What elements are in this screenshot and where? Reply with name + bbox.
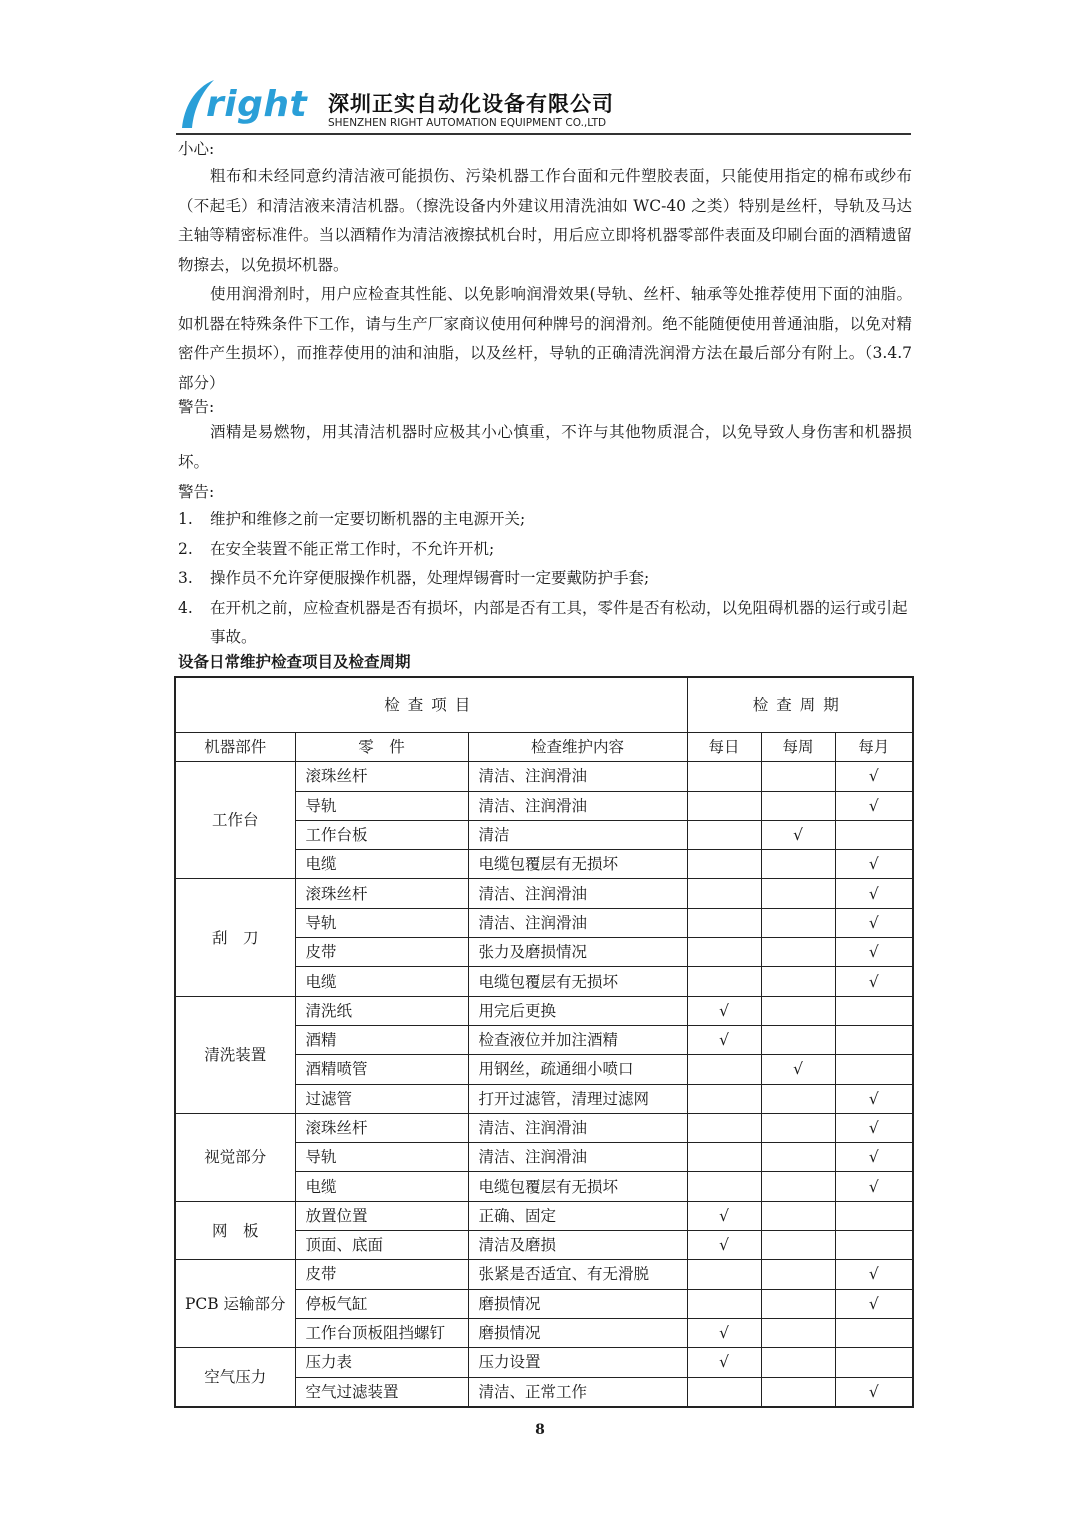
column-header: 检查维护内容 <box>468 733 687 762</box>
monthly-check-cell: √ <box>835 791 913 820</box>
component-cell: 电缆 <box>295 850 468 879</box>
weekly-check-cell <box>761 850 835 879</box>
component-cell: 酒精 <box>295 1025 468 1054</box>
content-cell: 张紧是否适宜、有无滑脱 <box>468 1260 687 1289</box>
header-divider <box>176 133 911 135</box>
daily-check-cell <box>687 938 761 967</box>
header-check-items: 检查项目 <box>175 677 687 733</box>
daily-check-cell: √ <box>687 1025 761 1054</box>
monthly-check-cell: √ <box>835 1113 913 1142</box>
content-cell: 检查液位并加注酒精 <box>468 1025 687 1054</box>
content-cell: 清洁、注润滑油 <box>468 879 687 908</box>
content-cell: 清洁及磨损 <box>468 1231 687 1260</box>
daily-check-cell <box>687 1055 761 1084</box>
table-column-header-row <box>175 733 913 762</box>
daily-check-cell <box>687 1084 761 1113</box>
weekly-check-cell <box>761 1113 835 1142</box>
monthly-check-cell: √ <box>835 1084 913 1113</box>
weekly-check-cell <box>761 1260 835 1289</box>
machine-part-cell: 刮 刀 <box>175 879 295 996</box>
monthly-check-cell <box>835 1025 913 1054</box>
table-row <box>175 1348 913 1377</box>
weekly-check-cell <box>761 791 835 820</box>
component-cell: 导轨 <box>295 908 468 937</box>
list-item: 1. 维护和维修之前一定要切断机器的主电源开关; <box>178 510 526 528</box>
machine-part-cell: 清洗装置 <box>175 996 295 1113</box>
weekly-check-cell <box>761 1231 835 1260</box>
monthly-check-cell: √ <box>835 938 913 967</box>
monthly-check-cell: √ <box>835 879 913 908</box>
monthly-check-cell: √ <box>835 1289 913 1318</box>
list-item: 3. 操作员不允许穿便服操作机器，处理焊锡膏时一定要戴防护手套; <box>178 569 650 587</box>
column-header: 零 件 <box>295 733 468 762</box>
column-header: 每月 <box>835 733 913 762</box>
weekly-check-cell <box>761 908 835 937</box>
daily-check-cell: √ <box>687 1318 761 1347</box>
weekly-check-cell <box>761 1172 835 1201</box>
caution-paragraph-1: 粗布和未经同意约清洁液可能损伤、污染机器工作台面和元件塑胶表面，只能使用指定的棉布或纱布（不起毛）和清洁液来清洁机器。（擦洗设备内外建议用清洗油如 WC-40 之类）特别是丝杆，导轨及马达主轴等精密标准件。当以酒精作为清洁液擦拭机台时，用后应立即将机器零部件表面及印刷台面的酒精遗留物擦去，以免损坏机器。 <box>178 167 912 274</box>
component-cell: 放置位置 <box>295 1201 468 1230</box>
daily-check-cell <box>687 967 761 996</box>
warning-list <box>178 505 912 653</box>
daily-check-cell <box>687 1143 761 1172</box>
content-cell: 用钢丝，疏通细小喷口 <box>468 1055 687 1084</box>
weekly-check-cell <box>761 938 835 967</box>
caution-paragraph-2: 使用润滑剂时，用户应检查其性能、以免影响润滑效果(导轨、丝杆、轴承等处推荐使用下面的油脂。如机器在特殊条件下工作，请与生产厂家商议使用何种牌号的润滑剂。绝不能随便使用普通油脂，以免对精密件产生损坏），而推荐使用的油和油脂，以及丝杆，导轨的正确清洗润滑方法在最后部分有附上。（3.4.7 部分） <box>178 285 912 392</box>
weekly-check-cell <box>761 1377 835 1407</box>
table-row <box>175 1201 913 1230</box>
weekly-check-cell <box>761 967 835 996</box>
daily-check-cell <box>687 908 761 937</box>
daily-check-cell: √ <box>687 996 761 1025</box>
content-cell: 正确、固定 <box>468 1201 687 1230</box>
weekly-check-cell <box>761 762 835 791</box>
maintenance-table <box>174 676 914 1408</box>
column-header: 机器部件 <box>175 733 295 762</box>
content-cell: 清洁、正常工作 <box>468 1377 687 1407</box>
weekly-check-cell <box>761 996 835 1025</box>
component-cell: 导轨 <box>295 1143 468 1172</box>
component-cell: 工作台顶板阻挡螺钉 <box>295 1318 468 1347</box>
monthly-check-cell <box>835 996 913 1025</box>
table-row <box>175 1260 913 1289</box>
machine-part-cell: 空气压力 <box>175 1348 295 1407</box>
content-cell: 打开过滤管，清理过滤网 <box>468 1084 687 1113</box>
monthly-check-cell <box>835 1348 913 1377</box>
component-cell: 压力表 <box>295 1348 468 1377</box>
warning-paragraph: 酒精是易燃物，用其清洁机器时应极其小心慎重，不许与其他物质混合，以免导致人身伤害和机器损坏。 <box>178 423 912 471</box>
list-item: 4. 在开机之前，应检查机器是否有损坏，内部是否有工具，零件是否有松动，以免阻碍机器的运行或引起事故。 <box>178 598 908 646</box>
component-cell: 顶面、底面 <box>295 1231 468 1260</box>
table-title: 设备日常维护检查项目及检查周期 <box>178 653 411 671</box>
company-logo <box>176 74 321 130</box>
content-cell: 用完后更换 <box>468 996 687 1025</box>
content-cell: 磨损情况 <box>468 1318 687 1347</box>
logo-wordmark: right <box>206 84 308 125</box>
component-cell: 滚珠丝杆 <box>295 879 468 908</box>
weekly-check-cell <box>761 879 835 908</box>
weekly-check-cell <box>761 1084 835 1113</box>
content-cell: 压力设置 <box>468 1348 687 1377</box>
component-cell: 滚珠丝杆 <box>295 1113 468 1142</box>
caution-label: 小心: <box>178 140 215 158</box>
weekly-check-cell <box>761 1143 835 1172</box>
column-header: 每日 <box>687 733 761 762</box>
component-cell: 酒精喷管 <box>295 1055 468 1084</box>
content-cell: 清洁 <box>468 820 687 849</box>
warning-body-1 <box>178 418 912 477</box>
daily-check-cell: √ <box>687 1231 761 1260</box>
monthly-check-cell: √ <box>835 908 913 937</box>
daily-check-cell <box>687 1260 761 1289</box>
component-cell: 工作台板 <box>295 820 468 849</box>
daily-check-cell <box>687 1113 761 1142</box>
monthly-check-cell: √ <box>835 762 913 791</box>
warning-label-2: 警告: <box>178 483 215 501</box>
component-cell: 电缆 <box>295 1172 468 1201</box>
monthly-check-cell <box>835 820 913 849</box>
company-name-cn: 深圳正实自动化设备有限公司 <box>328 92 614 116</box>
caution-body <box>178 162 912 398</box>
weekly-check-cell <box>761 1348 835 1377</box>
header-check-period: 检查周期 <box>687 677 913 733</box>
list-item: 2. 在安全装置不能正常工作时，不允许开机; <box>178 539 495 558</box>
company-name-en: SHENZHEN RIGHT AUTOMATION EQUIPMENT CO.,LTD <box>328 117 607 129</box>
machine-part-cell: PCB 运输部分 <box>175 1260 295 1348</box>
content-cell: 清洁、注润滑油 <box>468 762 687 791</box>
daily-check-cell <box>687 1377 761 1407</box>
daily-check-cell <box>687 762 761 791</box>
warning-label-1: 警告: <box>178 398 215 416</box>
component-cell: 导轨 <box>295 791 468 820</box>
content-cell: 电缆包覆层有无损坏 <box>468 850 687 879</box>
letterhead <box>176 72 911 134</box>
machine-part-cell: 网 板 <box>175 1201 295 1260</box>
content-cell: 电缆包覆层有无损坏 <box>468 1172 687 1201</box>
monthly-check-cell: √ <box>835 1377 913 1407</box>
component-cell: 皮带 <box>295 1260 468 1289</box>
content-cell: 清洁、注润滑油 <box>468 1113 687 1142</box>
machine-part-cell: 视觉部分 <box>175 1113 295 1201</box>
content-cell: 清洁、注润滑油 <box>468 791 687 820</box>
daily-check-cell <box>687 820 761 849</box>
monthly-check-cell: √ <box>835 1143 913 1172</box>
machine-part-cell: 工作台 <box>175 762 295 879</box>
weekly-check-cell: √ <box>761 820 835 849</box>
monthly-check-cell <box>835 1055 913 1084</box>
content-cell: 张力及磨损情况 <box>468 938 687 967</box>
monthly-check-cell <box>835 1318 913 1347</box>
content-cell: 磨损情况 <box>468 1289 687 1318</box>
component-cell: 停板气缸 <box>295 1289 468 1318</box>
monthly-check-cell <box>835 1201 913 1230</box>
weekly-check-cell <box>761 1318 835 1347</box>
component-cell: 滚珠丝杆 <box>295 762 468 791</box>
content-cell: 清洁、注润滑油 <box>468 1143 687 1172</box>
weekly-check-cell: √ <box>761 1055 835 1084</box>
monthly-check-cell: √ <box>835 850 913 879</box>
weekly-check-cell <box>761 1025 835 1054</box>
table-row <box>175 879 913 908</box>
weekly-check-cell <box>761 1201 835 1230</box>
daily-check-cell: √ <box>687 1348 761 1377</box>
component-cell: 空气过滤装置 <box>295 1377 468 1407</box>
component-cell: 过滤管 <box>295 1084 468 1113</box>
table-group-header-row <box>175 677 913 733</box>
component-cell: 皮带 <box>295 938 468 967</box>
daily-check-cell <box>687 791 761 820</box>
page-number: 8 <box>535 1422 545 1438</box>
monthly-check-cell: √ <box>835 1172 913 1201</box>
monthly-check-cell <box>835 1231 913 1260</box>
monthly-check-cell: √ <box>835 967 913 996</box>
weekly-check-cell <box>761 1289 835 1318</box>
monthly-check-cell: √ <box>835 1260 913 1289</box>
table-row <box>175 996 913 1025</box>
component-cell: 电缆 <box>295 967 468 996</box>
table-row <box>175 762 913 791</box>
daily-check-cell <box>687 1172 761 1201</box>
content-cell: 清洁、注润滑油 <box>468 908 687 937</box>
daily-check-cell <box>687 850 761 879</box>
column-header: 每周 <box>761 733 835 762</box>
daily-check-cell <box>687 1289 761 1318</box>
table-row <box>175 1113 913 1142</box>
daily-check-cell: √ <box>687 1201 761 1230</box>
content-cell: 电缆包覆层有无损坏 <box>468 967 687 996</box>
daily-check-cell <box>687 879 761 908</box>
component-cell: 清洗纸 <box>295 996 468 1025</box>
